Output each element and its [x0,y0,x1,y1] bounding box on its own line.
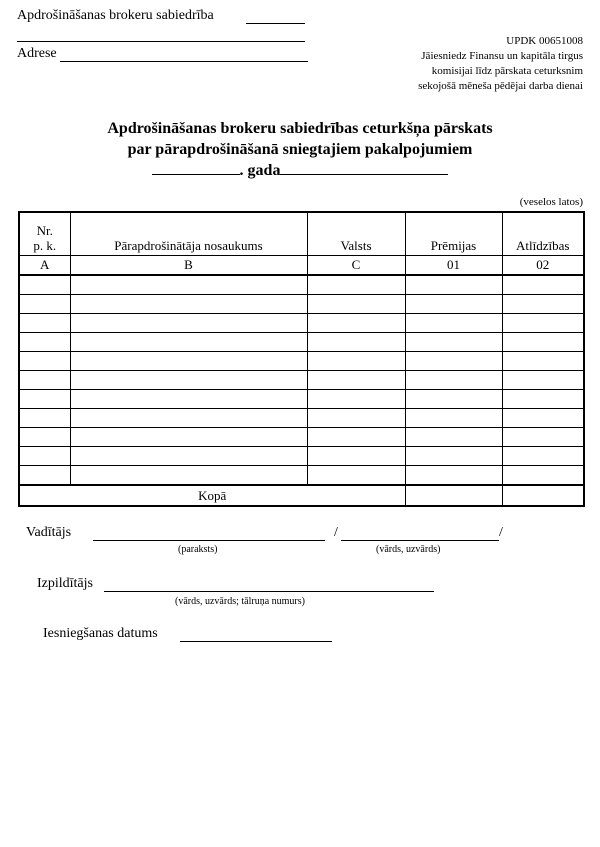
table-cell[interactable] [405,390,502,409]
table-cell[interactable] [70,428,307,447]
table-cell[interactable] [405,447,502,466]
table-row [19,447,584,466]
table-cell[interactable] [70,314,307,333]
units-note: (veselos latos) [519,196,583,208]
manager-label: Vadītājs [26,525,72,540]
table-cell[interactable] [70,447,307,466]
name-caption: (vārds, uzvārds) [376,544,441,555]
table-cell[interactable] [502,314,584,333]
code-c: C [307,256,405,276]
executor-label: Izpildītājs [37,576,93,591]
period-field[interactable] [280,162,448,175]
table-cell[interactable] [19,466,70,486]
submission-info [418,34,583,94]
table-cell[interactable] [19,371,70,390]
table-header-row [19,212,584,256]
table-cell[interactable] [405,333,502,352]
code-01: 01 [405,256,502,276]
submission-date-field[interactable] [180,641,332,642]
executor-caption: (vārds, uzvārds; tālruņa numurs) [175,596,305,607]
table-cell[interactable] [307,466,405,486]
table-cell[interactable] [405,466,502,486]
company-name-field[interactable] [246,23,305,24]
table-cell[interactable] [19,352,70,371]
table-row [19,466,584,486]
table-cell[interactable] [19,428,70,447]
table-cell[interactable] [307,275,405,295]
column-codes-row [19,256,584,276]
title-line-3 [0,160,600,181]
table-cell[interactable] [502,352,584,371]
code-b: B [70,256,307,276]
table-cell[interactable] [502,371,584,390]
table-cell[interactable] [19,390,70,409]
header-country: Valsts [307,212,405,256]
header-claims: Atlīdzības [502,212,584,256]
table-cell[interactable] [307,428,405,447]
table-cell[interactable] [405,409,502,428]
table-cell[interactable] [502,295,584,314]
manager-name-field[interactable] [341,540,499,541]
table-cell[interactable] [70,390,307,409]
table-cell[interactable] [307,447,405,466]
title-line-2: par pārapdrošināšanā sniegtajiem pakalpojumiem [127,141,473,158]
submission-note-line: Jāiesniedz Finansu un kapitāla tirgus [421,50,583,62]
total-row [19,485,584,506]
table-cell[interactable] [70,409,307,428]
table-row [19,409,584,428]
code-02: 02 [502,256,584,276]
table-cell[interactable] [502,466,584,486]
executor-field[interactable] [104,591,434,592]
table-cell[interactable] [405,295,502,314]
table-cell[interactable] [405,352,502,371]
table-cell[interactable] [70,371,307,390]
table-cell[interactable] [405,314,502,333]
table-cell[interactable] [502,447,584,466]
company-name-field-continued[interactable] [17,41,305,42]
header-reinsurer: Pārapdrošinātāja nosaukums [70,212,307,256]
manager-signature-field[interactable] [93,540,325,541]
table-cell[interactable] [19,409,70,428]
table-cell[interactable] [307,333,405,352]
submission-note-line: komisijai līdz pārskata ceturksnim [431,65,583,77]
table-cell[interactable] [307,371,405,390]
company-label: Apdrošināšanas brokeru sabiedrība [17,8,214,23]
date-label: Iesniegšanas datums [43,626,158,641]
table-row [19,314,584,333]
table-cell[interactable] [19,275,70,295]
table-row [19,333,584,352]
table-cell[interactable] [307,390,405,409]
reinsurance-table [18,211,585,507]
table-cell[interactable] [70,352,307,371]
signature-caption: (paraksts) [178,544,218,555]
table-cell[interactable] [502,333,584,352]
address-label: Adrese [17,46,57,61]
report-title [0,118,600,181]
address-field[interactable] [60,61,308,62]
table-cell[interactable] [502,275,584,295]
table-row [19,352,584,371]
table-cell[interactable] [405,371,502,390]
table-cell[interactable] [19,447,70,466]
submission-note-line: sekojošā mēneša pēdējai darba dienai [418,80,583,92]
table-cell[interactable] [405,275,502,295]
table-row [19,390,584,409]
total-label: Kopā [19,485,405,506]
table-cell[interactable] [70,275,307,295]
header-nr: Nr. p. k. [19,212,70,256]
table-cell[interactable] [502,409,584,428]
table-cell[interactable] [70,333,307,352]
table-cell[interactable] [307,352,405,371]
table-row [19,428,584,447]
title-line-1: Apdrošināšanas brokeru sabiedrības ceturkšņa pārskats [107,120,493,137]
table-cell[interactable] [502,390,584,409]
table-cell[interactable] [307,409,405,428]
total-claims-cell[interactable] [502,485,584,506]
table-cell[interactable] [70,466,307,486]
code-a: A [19,256,70,276]
slash-left: / [334,525,338,540]
table-cell[interactable] [19,333,70,352]
table-cell[interactable] [405,428,502,447]
table-cell[interactable] [307,314,405,333]
year-label: . gada [239,162,281,179]
form-code: UPDK 00651008 [506,35,583,47]
header-premiums: Prēmijas [405,212,502,256]
total-premiums-cell[interactable] [405,485,502,506]
table-cell[interactable] [19,295,70,314]
slash-right: / [499,525,503,540]
table-cell[interactable] [307,295,405,314]
table-row [19,295,584,314]
year-field[interactable] [152,162,240,175]
table-cell[interactable] [502,428,584,447]
table-row [19,275,584,295]
table-cell[interactable] [19,314,70,333]
table-cell[interactable] [70,295,307,314]
table-row [19,371,584,390]
